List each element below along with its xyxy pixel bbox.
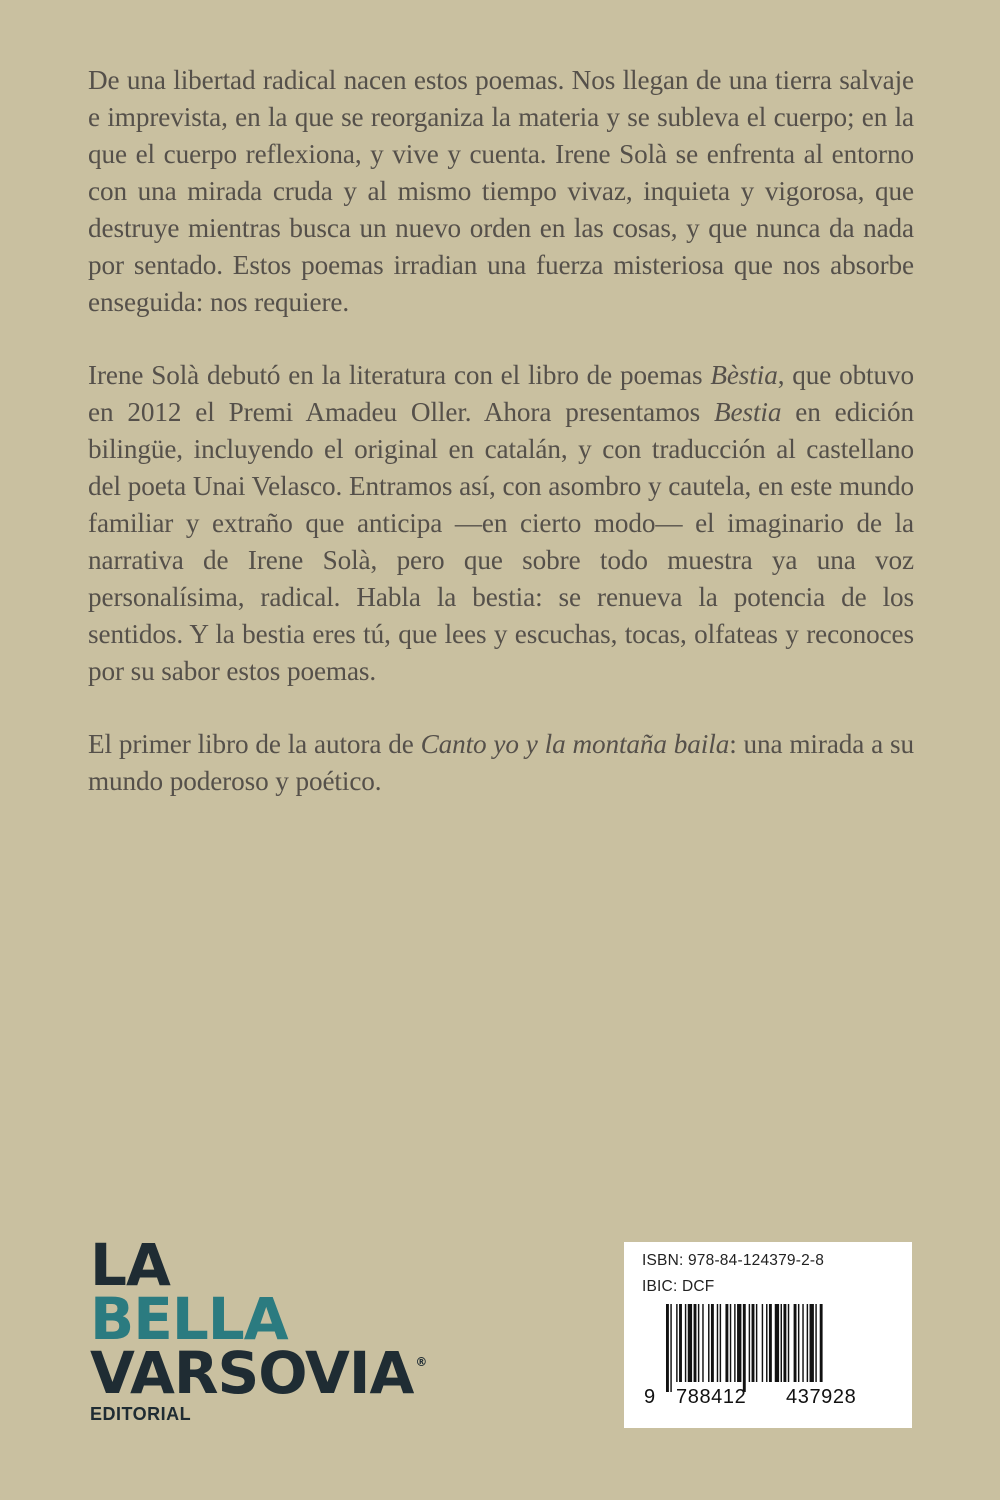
barcode-bar bbox=[775, 1304, 779, 1382]
barcode-digits-left: 788412 bbox=[676, 1386, 747, 1408]
barcode-bar bbox=[788, 1304, 789, 1382]
barcode-bar bbox=[694, 1304, 697, 1382]
barcode-bar bbox=[737, 1304, 741, 1382]
blurb-p2-text-b: , que obtuvo en 2012 el Premi Amadeu Oller. Ahora presentamos bbox=[88, 360, 914, 427]
logo-varsovia-text: VARSOVIA bbox=[90, 1339, 414, 1407]
barcode-digits-right: 437928 bbox=[786, 1386, 857, 1408]
blurb-p2-text-a: Irene Solà debutó en la literatura con el libro de poemas bbox=[88, 360, 711, 390]
back-cover-blurb bbox=[88, 62, 914, 836]
barcode-bar bbox=[783, 1304, 786, 1382]
book-title-canto-yo: Canto yo y la montaña baila bbox=[420, 729, 730, 759]
barcode-bar bbox=[769, 1304, 772, 1382]
barcode-bar bbox=[743, 1304, 746, 1392]
logo-line-varsovia bbox=[90, 1339, 510, 1407]
barcode-bar bbox=[815, 1304, 816, 1382]
logo-line-bella: BELLA bbox=[90, 1285, 288, 1353]
blurb-p3-text-b: : una mirada a su mundo poderoso y poético. bbox=[88, 729, 914, 796]
barcode-bar bbox=[749, 1304, 750, 1382]
barcode-bar bbox=[734, 1304, 735, 1382]
registered-mark: ® bbox=[415, 1355, 427, 1369]
barcode-bar bbox=[730, 1304, 731, 1382]
barcode-bar bbox=[798, 1304, 799, 1382]
barcode-digit-first: 9 bbox=[644, 1386, 656, 1408]
book-title-bestia-catalan: Bèstia bbox=[710, 360, 778, 390]
publisher-logo bbox=[90, 1231, 510, 1438]
barcode-bar bbox=[802, 1304, 803, 1382]
barcode-bar bbox=[708, 1304, 709, 1382]
barcode-bar bbox=[725, 1304, 728, 1382]
barcode-bar bbox=[794, 1304, 797, 1382]
barcode-bar bbox=[666, 1304, 669, 1392]
barcode-bar bbox=[720, 1304, 721, 1382]
barcode-bar bbox=[717, 1304, 718, 1382]
barcode-bar bbox=[698, 1304, 699, 1382]
blurb-paragraph-1: De una libertad radical nacen estos poemas. Nos llegan de una tierra salvaje e imprevista, en la que se reorganiza la materia y se subleva el cuerpo; en la que el cuerpo reflexiona, y vive y cuenta. Irene Solà se enfrenta al entorno con una mirada cruda y al mismo tiempo vivaz, inquieta y vigorosa, que destruye mientras busca un nuevo orden en las cosas, y que nunca da nada por sentado. Estos poemas irradian una fuerza misteriosa que nos absorbe enseguida: nos requiere. bbox=[88, 65, 914, 317]
barcode-bar bbox=[762, 1304, 763, 1382]
barcode-bar bbox=[781, 1304, 782, 1382]
barcode-bar bbox=[688, 1304, 692, 1382]
isbn-label: ISBN: 978-84-124379-2-8 bbox=[642, 1252, 825, 1269]
barcode-bar bbox=[810, 1304, 814, 1382]
barcode-bar bbox=[676, 1304, 677, 1382]
barcode-bar bbox=[711, 1304, 714, 1382]
barcode-bar bbox=[766, 1304, 767, 1382]
book-title-bestia: Bestia bbox=[714, 397, 782, 427]
ibic-label: IBIC: DCF bbox=[642, 1278, 715, 1295]
barcode-bar bbox=[820, 1304, 823, 1382]
barcode-bar bbox=[685, 1304, 686, 1382]
barcode-bar bbox=[702, 1304, 703, 1382]
barcode-bar bbox=[807, 1304, 808, 1382]
barcode-bar bbox=[756, 1304, 757, 1382]
blurb-paragraph-3 bbox=[88, 726, 914, 800]
barcode-bar bbox=[752, 1304, 755, 1382]
isbn-barcode-box bbox=[624, 1242, 912, 1428]
barcode-bar bbox=[670, 1304, 671, 1392]
blurb-p3-text-a: El primer libro de la autora de bbox=[88, 729, 421, 759]
logo-line-la: LA bbox=[90, 1231, 170, 1299]
barcode-bars bbox=[624, 1242, 912, 1428]
blurb-paragraph-2 bbox=[88, 357, 914, 690]
logo-editorial: EDITORIAL bbox=[90, 1404, 192, 1424]
blurb-p2-text-c: en edición bilingüe, incluyendo el original en catalán, y con traducción al castellano del poeta Unai Velasco. Entramos así, con asombro y cautela, en este mundo familiar y extraño que anticipa —en cierto modo— el imaginario de la narrativa de Irene Solà, pero que sobre todo muestra ya una voz personalísima, radical. Habla la bestia: se renueva la potencia de los sentidos. Y la bestia eres tú, que lees y escuchas, tocas, olfateas y reconoces por su sabor estos poemas. bbox=[88, 397, 914, 686]
barcode-bar bbox=[679, 1304, 682, 1382]
